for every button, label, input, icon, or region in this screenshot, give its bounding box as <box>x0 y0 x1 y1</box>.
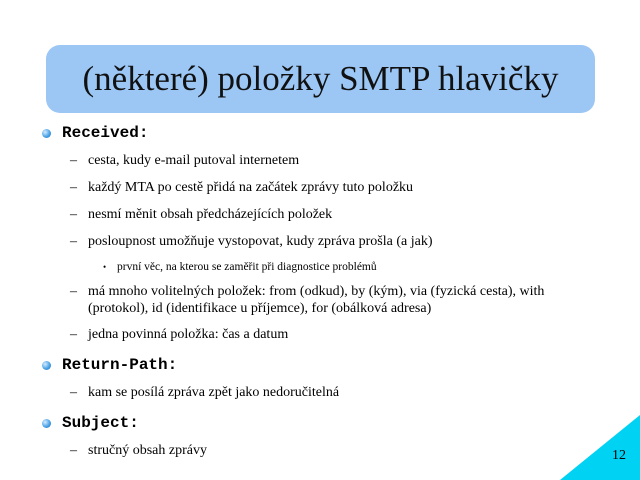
bullet-received <box>42 124 148 142</box>
corner-decoration <box>560 415 640 480</box>
small-dot-icon: • <box>103 262 107 272</box>
dash-icon: – <box>70 234 77 249</box>
dash-icon: – <box>70 284 77 299</box>
bullet-return-path <box>42 356 177 374</box>
dash-icon: – <box>70 327 77 342</box>
heading-received: Received: <box>62 124 149 142</box>
list-item: – kam se posílá zpráva zpět jako nedoručitelná <box>70 385 340 400</box>
list-item: – stručný obsah zprávy <box>70 443 207 458</box>
dash-icon: – <box>70 385 77 400</box>
page-number: 12 <box>612 448 626 463</box>
bullet-subject <box>42 414 139 432</box>
blue-bullet-icon <box>42 129 51 138</box>
list-item: – každý MTA po cestě přidá na začátek zprávy tuto položku <box>70 180 414 195</box>
heading-subject: Subject: <box>62 414 139 432</box>
dash-icon: – <box>70 180 77 195</box>
list-item: – jedna povinná položka: čas a datum <box>70 327 289 342</box>
blue-bullet-icon <box>42 419 51 428</box>
list-item: – nesmí měnit obsah předcházejících položek <box>70 207 333 222</box>
list-item: – cesta, kudy e-mail putoval internetem <box>70 153 300 168</box>
list-item: – má mnoho volitelných položek: from (odkud), by (kým), via (fyzická cesta), with (protokol), id (identifikace u příjemce), for (obálková adresa) <box>70 284 545 316</box>
dash-icon: – <box>70 443 77 458</box>
title-box <box>46 45 595 113</box>
dash-icon: – <box>70 207 77 222</box>
slide-title: (některé) položky SMTP hlavičky <box>82 59 559 98</box>
heading-return-path: Return-Path: <box>62 356 178 374</box>
dash-icon: – <box>70 153 77 168</box>
sub-list-item: • první věc, na kterou se zaměřit při diagnostice problémů <box>103 261 377 273</box>
list-item: – posloupnost umožňuje vystopovat, kudy zpráva prošla (a jak) <box>70 234 433 249</box>
blue-bullet-icon <box>42 361 51 370</box>
